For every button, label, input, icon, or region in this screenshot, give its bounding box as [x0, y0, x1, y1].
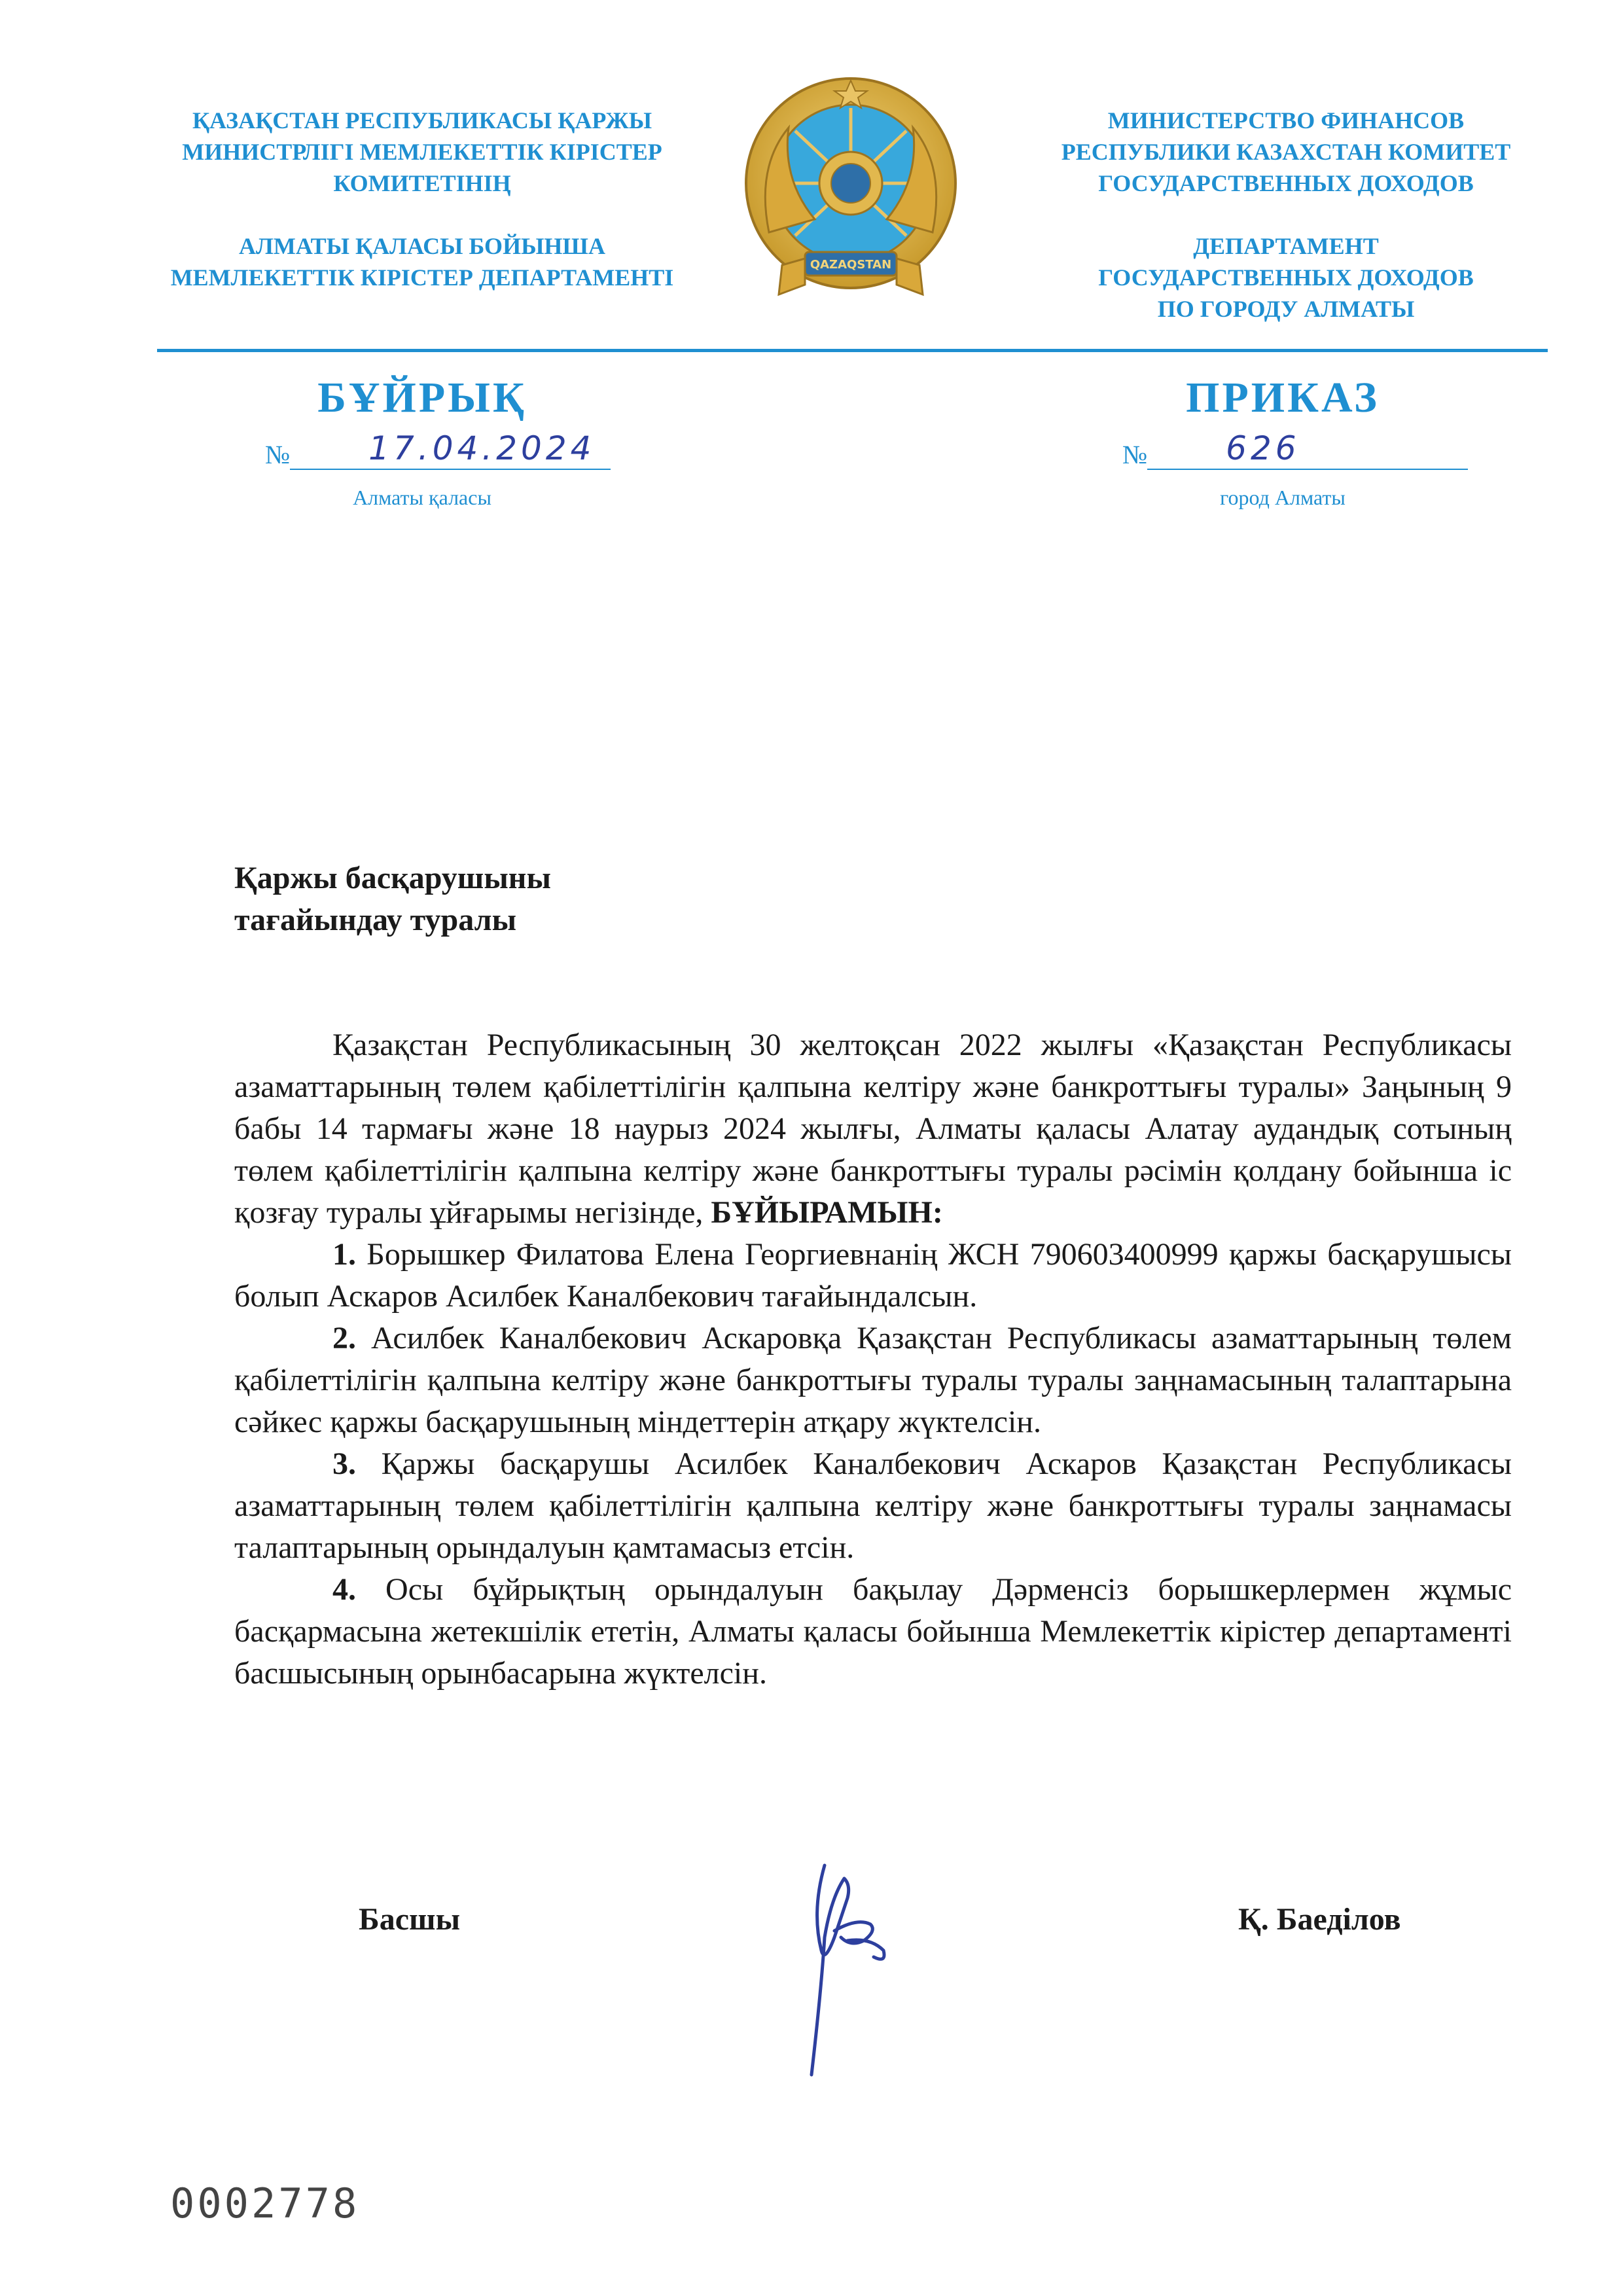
- item-text: Борышкер Филатова Елена Георгиевнанің ЖСН 790603400999 қаржы басқарушысы болып Аскаров Асилбек Каналбекович тағайындалсын.: [234, 1237, 1512, 1314]
- emblem-text: QAZAQSTAN: [810, 258, 892, 272]
- preamble-paragraph: [234, 1024, 1512, 1234]
- city-russian: город Алматы: [1220, 486, 1346, 509]
- item-text: Қаржы басқарушы Асилбек Каналбекович Аскаров Қазақстан Республикасы азаматтарының төлем қабілеттілігін қалпына келтіру және банкроттығы туралы заңнамасы талаптарының орындалуын қамтамасыз етсін.: [234, 1446, 1512, 1565]
- number-sign: №: [265, 440, 291, 469]
- header-right-ministry: МИНИСТЕРСТВО ФИНАНСОВ РЕСПУБЛИКИ КАЗАХСТАН КОМИТЕТ ГОСУДАРСТВЕННЫХ ДОХОДОВ: [1061, 107, 1511, 196]
- order-body: [234, 1024, 1512, 1695]
- header-right-department: ДЕПАРТАМЕНТ ГОСУДАРСТВЕННЫХ ДОХОДОВ ПО ГОРОДУ АЛМАТЫ: [1098, 233, 1474, 322]
- order-item-2: [234, 1318, 1512, 1443]
- order-item-1: [234, 1234, 1512, 1318]
- handwritten-signature-icon: [785, 1859, 916, 2088]
- item-number: 3.: [332, 1446, 356, 1481]
- order-title-kazakh: БҰЙРЫҚ: [317, 374, 527, 422]
- header-left-department: АЛМАТЫ ҚАЛАСЫ БОЙЫНША МЕМЛЕКЕТТІК КІРІСТЕР ДЕПАРТАМЕНТІ: [170, 233, 674, 291]
- signatory-role: Басшы: [359, 1902, 461, 1937]
- item-number: 2.: [332, 1321, 356, 1355]
- item-text: Осы бұйрықтың орындалуын бақылау Дәрменсіз борышкерлермен жұмыс басқармасына жетекшілік ететін, Алматы қаласы бойынша Мемлекеттік кірістер департаменті басшысының орынбасарына жүктелсін.: [234, 1572, 1512, 1691]
- order-number-right: [1122, 429, 1468, 470]
- command-word: БҰЙЫРАМЫН:: [711, 1195, 943, 1230]
- number-field: [1147, 429, 1468, 470]
- date-field: [290, 429, 611, 470]
- number-sign: №: [1122, 440, 1148, 469]
- subject-line-2: тағайындау туралы: [234, 903, 517, 937]
- item-number: 1.: [332, 1237, 356, 1272]
- preamble-text: Қазақстан Республикасының 30 желтоқсан 2022 жылғы «Қазақстан Республикасы азаматтарының төлем қабілеттілігін қалпына келтіру және банкроттығы туралы» Заңының 9 бабы 14 тармағы және 18 наурыз 2024 жылғы, Алматы қаласы Алатау аудандық сотының төлем қабілеттілігін қалпына келтіру және банкроттығы туралы рәсімін қолдану бойынша іс қозғау туралы ұйғарымы негізінде,: [234, 1028, 1512, 1230]
- handwritten-number: 626: [1226, 429, 1300, 467]
- item-number: 4.: [332, 1572, 356, 1607]
- state-emblem-icon: [743, 69, 959, 317]
- order-number-left: [265, 429, 611, 470]
- item-text: Асилбек Каналбекович Аскаровқа Қазақстан Республикасы азаматтарының төлем қабілеттілігін қалпына келтіру және банкроттығы туралы туралы заңнамасының талаптарына сәйкес қаржы басқарушының міндеттерін атқару жүктелсін.: [234, 1321, 1512, 1439]
- order-item-3: [234, 1443, 1512, 1569]
- header-right-russian: [1018, 105, 1554, 325]
- order-item-4: [234, 1569, 1512, 1695]
- handwritten-date: 17.04.2024: [368, 429, 596, 467]
- signatory-name: Қ. Баеділов: [1238, 1902, 1401, 1937]
- order-subject: [234, 857, 551, 941]
- serial-number: 0002778: [170, 2179, 360, 2227]
- subject-line-1: Қаржы басқарушыны: [234, 861, 551, 895]
- order-title-russian: ПРИКАЗ: [1186, 374, 1380, 422]
- city-kazakh: Алматы қаласы: [353, 486, 491, 509]
- header-left-kazakh: [154, 105, 690, 293]
- header-divider: [157, 349, 1548, 352]
- header-left-ministry: ҚАЗАҚСТАН РЕСПУБЛИКАСЫ ҚАРЖЫ МИНИСТРЛІГІ МЕМЛЕКЕТТІК КІРІСТЕР КОМИТЕТІНІҢ: [182, 107, 662, 196]
